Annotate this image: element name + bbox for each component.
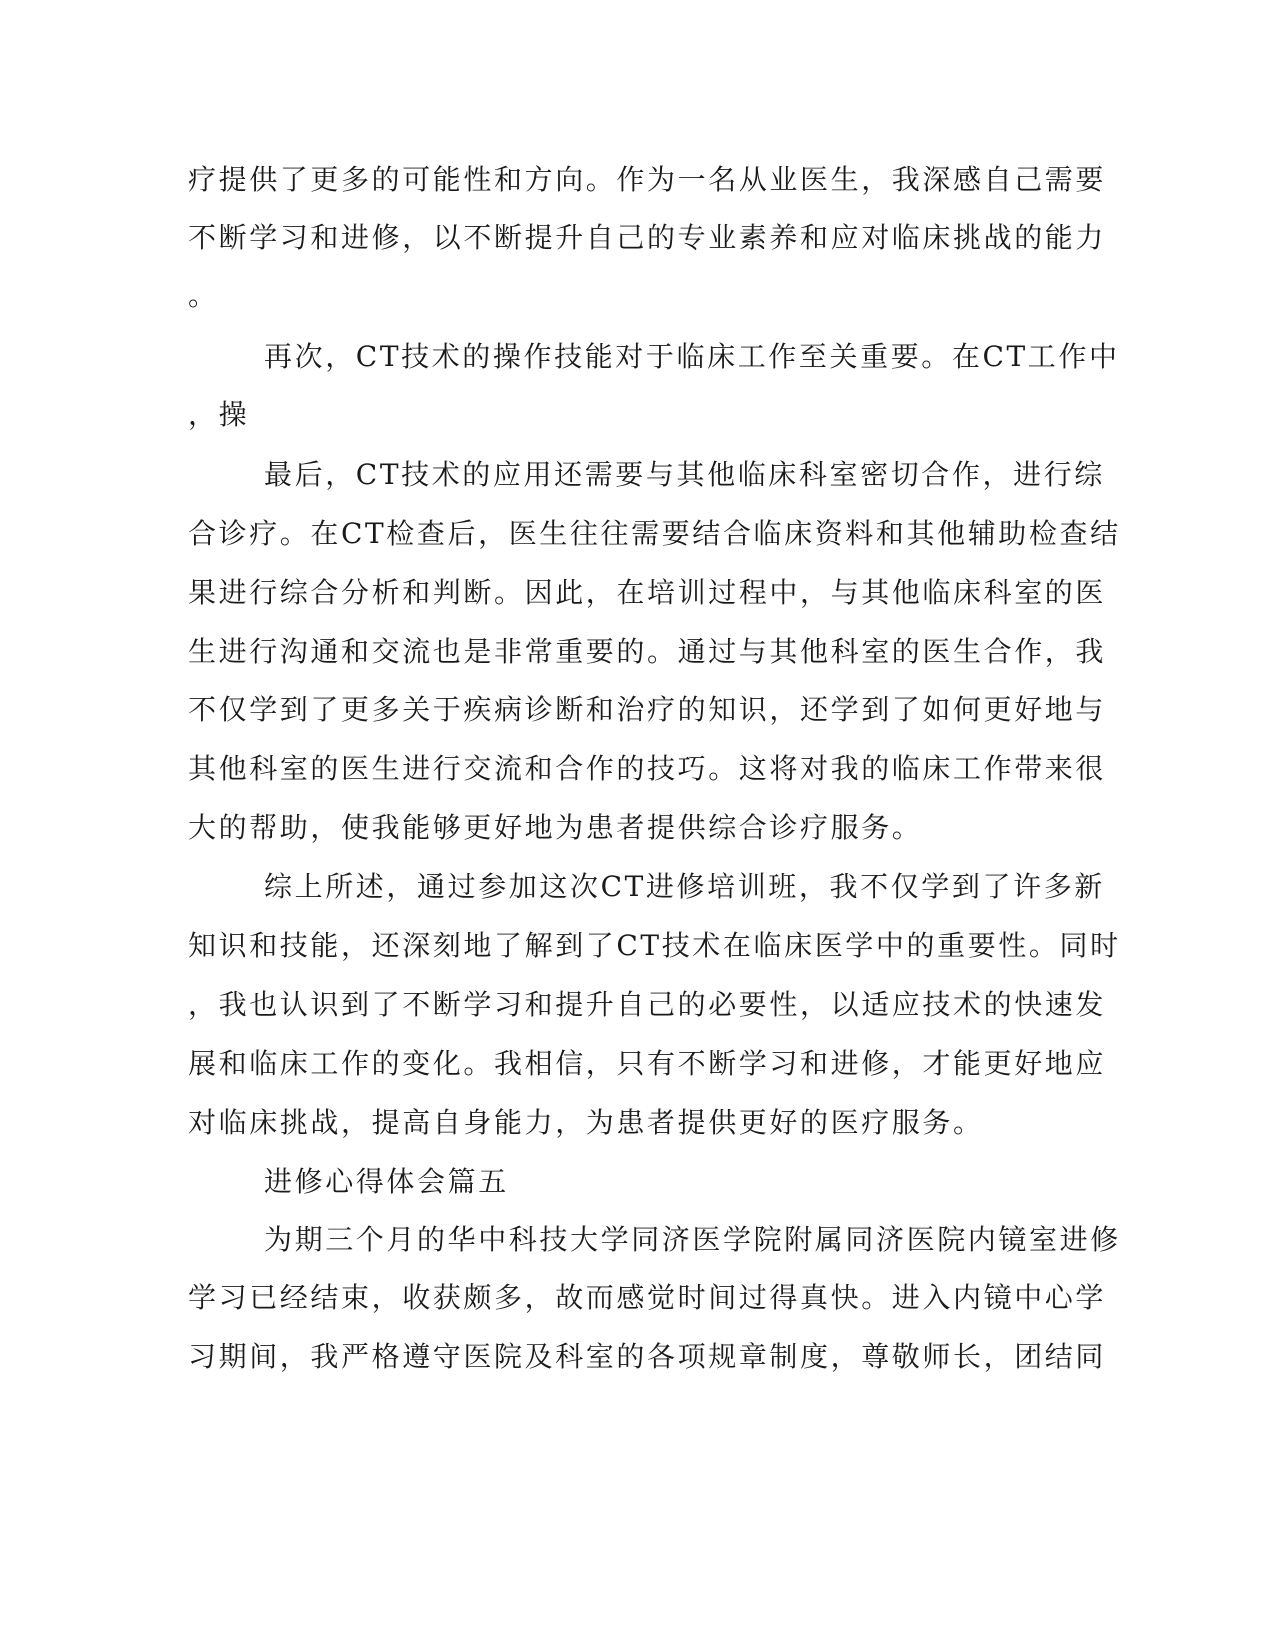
text-line: ，操 (188, 398, 250, 431)
text-line: 疗提供了更多的可能性和方向。作为一名从业医生，我深感自己需要 (188, 163, 1107, 196)
section-heading: 进修心得体会篇五 (264, 1165, 509, 1198)
text-line: 习期间，我严格遵守医院及科室的各项规章制度，尊敬师长，团结同 (188, 1340, 1107, 1373)
text-line: 展和临床工作的变化。我相信，只有不断学习和进修，才能更好地应 (188, 1047, 1107, 1080)
text-line: 其他科室的医生进行交流和合作的技巧。这将对我的临床工作带来很 (188, 752, 1107, 785)
text-line: 对临床挑战，提高自身能力，为患者提供更好的医疗服务。 (188, 1106, 984, 1139)
paragraph-start-line: 综上所述，通过参加这次CT进修培训班，我不仅学到了许多新 (264, 870, 1105, 903)
text-line: 不仅学到了更多关于疾病诊断和治疗的知识，还学到了如何更好地与 (188, 693, 1107, 726)
text-line: 。 (188, 279, 219, 312)
text-line: 学习已经结束，收获颇多，故而感觉时间过得真快。进入内镜中心学 (188, 1281, 1107, 1314)
text-line: 合诊疗。在CT检查后，医生往往需要结合临床资料和其他辅助检查结 (188, 517, 1121, 550)
text-line: 不断学习和进修，以不断提升自己的专业素养和应对临床挑战的能力 (188, 221, 1107, 254)
text-line: 生进行沟通和交流也是非常重要的。通过与其他科室的医生合作，我 (188, 635, 1107, 668)
text-line: ，我也认识到了不断学习和提升自己的必要性，以适应技术的快速发 (188, 988, 1107, 1021)
text-line: 大的帮助，使我能够更好地为患者提供综合诊疗服务。 (188, 811, 923, 844)
text-line: 知识和技能，还深刻地了解到了CT技术在临床医学中的重要性。同时 (188, 929, 1121, 962)
paragraph-start-line: 为期三个月的华中科技大学同济医学院附属同济医院内镜室进修 (264, 1223, 1121, 1256)
paragraph-start-line: 再次，CT技术的操作技能对于临床工作至关重要。在CT工作中 (264, 340, 1120, 373)
paragraph-start-line: 最后，CT技术的应用还需要与其他临床科室密切合作，进行综 (264, 458, 1105, 491)
text-line: 果进行综合分析和判断。因此，在培训过程中，与其他临床科室的医 (188, 576, 1107, 609)
